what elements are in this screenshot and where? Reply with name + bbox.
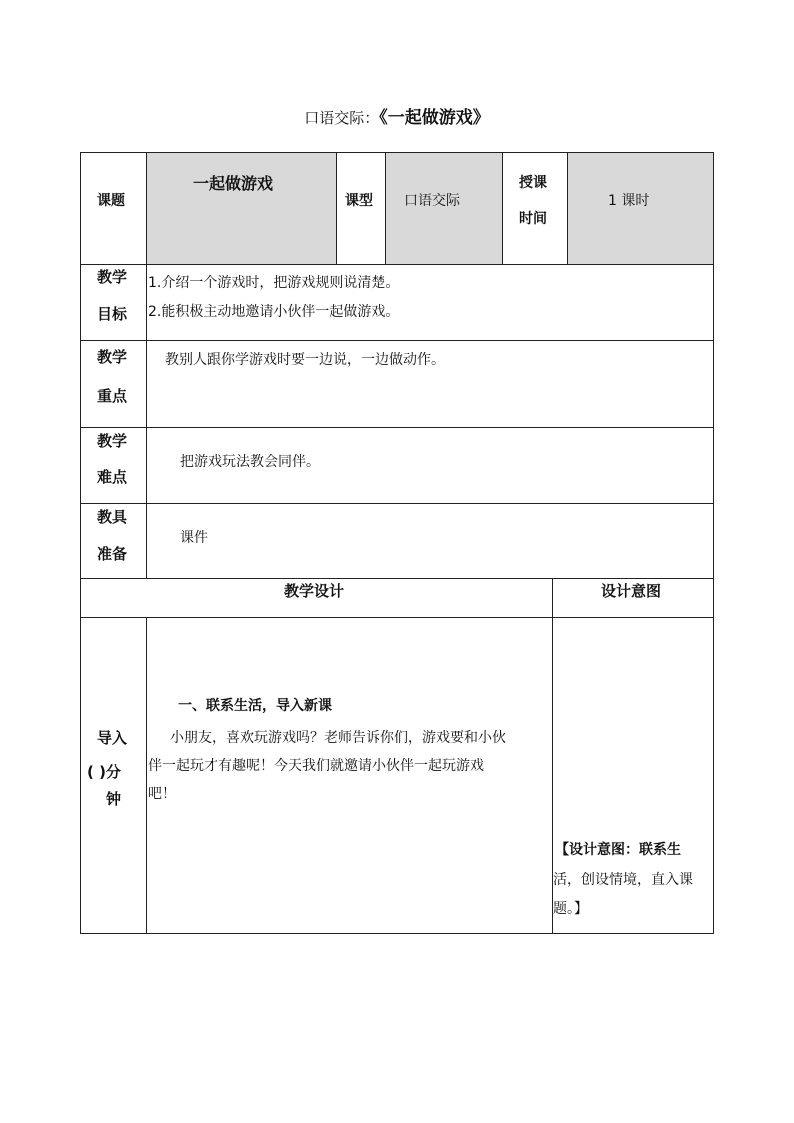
- title-prefix: 口语交际：: [304, 109, 380, 127]
- materials-label-line1: 教具: [97, 508, 128, 526]
- intro-intent-line1: 【设计意图：联系生: [555, 842, 681, 858]
- topic-value: 一起做游戏: [193, 174, 274, 193]
- goals-label-line1: 教学: [97, 268, 128, 286]
- materials-text: 课件: [180, 530, 208, 546]
- intro-heading: 一、联系生活，导入新课: [178, 698, 332, 714]
- topic-label: 课题: [97, 193, 125, 209]
- time-value: 1 课时: [608, 193, 650, 209]
- intro-paragraph-line3: 吧！: [148, 786, 176, 802]
- goals-label-line2: 目标: [97, 305, 128, 323]
- key-points-label-line2: 重点: [97, 387, 128, 405]
- intro-label-line3: 钟: [106, 790, 122, 808]
- difficulties-text: 把游戏玩法教会同伴。: [180, 454, 320, 470]
- intro-label-line1: 导入: [97, 729, 128, 747]
- type-value: 口语交际: [404, 193, 460, 209]
- time-label-line1: 授课: [519, 175, 547, 191]
- goals-item-2: 2.能积极主动地邀请小伙伴一起做游戏。: [148, 304, 400, 320]
- time-label-line2: 时间: [519, 211, 547, 227]
- topic-value-cell-bg: [147, 153, 336, 264]
- title-main: 《一起做游戏》: [379, 108, 490, 128]
- difficulties-label-line1: 教学: [97, 432, 128, 450]
- intro-paragraph-line1: 小朋友，喜欢玩游戏吗？老师告诉你们，游戏要和小伙: [170, 730, 506, 746]
- intro-paragraph-line2: 伴一起玩才有趣呢！今天我们就邀请小伙伴一起玩游戏: [148, 758, 484, 774]
- design-header: 教学设计: [284, 582, 345, 600]
- document-title: [0, 104, 794, 132]
- difficulties-label-line2: 难点: [97, 468, 128, 486]
- key-points-text: 教别人跟你学游戏时要一边说，一边做动作。: [165, 352, 445, 368]
- intent-header: 设计意图: [601, 582, 662, 600]
- materials-label-line2: 准备: [97, 545, 128, 563]
- type-label: 课型: [345, 193, 373, 209]
- intro-intent-line3: 题。】: [553, 901, 588, 917]
- intro-label-line2: ( )分: [87, 763, 121, 781]
- goals-item-1: 1.介绍一个游戏时，把游戏规则说清楚。: [148, 275, 400, 291]
- key-points-label-line1: 教学: [97, 348, 128, 366]
- intro-intent-line2: 活，创设情境，直入课: [553, 872, 693, 888]
